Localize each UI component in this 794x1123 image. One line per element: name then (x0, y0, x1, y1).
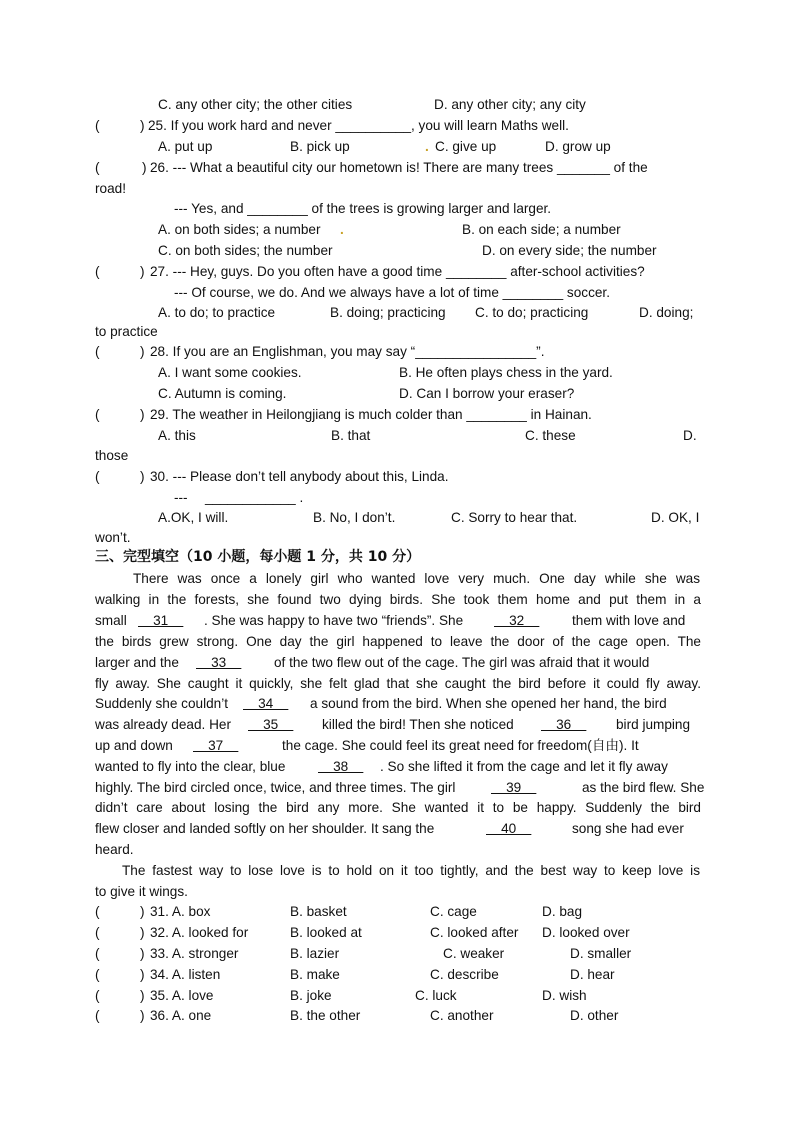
blank-31: 31 (138, 613, 184, 628)
option-a: A. this (158, 428, 196, 443)
blank-37: 37 (193, 738, 239, 753)
passage-line: There was once a lonely girl who wanted love very much. One day while she was (133, 571, 700, 586)
blank-32: 32 (494, 613, 540, 628)
answer-paren-open: ( (95, 407, 100, 422)
question-stem: 27. --- Hey, guys. Do you often have a good time ________ after-school activities? (150, 264, 645, 279)
answer-paren-close: ) (140, 264, 145, 279)
blank-33: 33 (196, 655, 242, 670)
answer-paren-close: ) (140, 469, 145, 484)
option-a: A.OK, I will. (158, 510, 229, 525)
answer-paren-open: ( (95, 469, 100, 484)
decorative-dot: . (425, 139, 429, 154)
option-b: B. that (331, 428, 371, 443)
answer-paren-close: ) (142, 160, 147, 175)
section-heading: 三、完型填空（10 小题，每小题 1 分，共 10 分） (95, 549, 421, 565)
question-stem: 26. --- What a beautiful city our hometown is! There are many trees _______ of the (150, 160, 648, 175)
option-b: B. doing; practicing (330, 305, 446, 320)
passage-line: the birds grew strong. One day the girl happened to leave the door of the cage open. The (95, 634, 701, 649)
exam-page: C. any other city; the other cities D. any other city; any city ( ) 25. If you work hard and never __________, you will learn Maths well. A. put up B. pick up . C. give up D. grow up ( ) 26. --- What a beautiful city our hometown is! There are many trees _______ of the road! --- Yes, and ________ of the trees is growing larger and larger. A. on both sides; a number . B. on each side; a number C. on both sides; the number D. on every side; the number ( ) 27. --- Hey, guys. Do you often have a good time ________ after-school activities? --- Of course, we do. And we always have a lot of time ________ soccer. A. to do; to practice B. doing; practicing C. to do; practicing D. doing; to practice ( ) 28. If you are an Englishman, you may say “________________”. A. I want some cookies. B. He often plays chess in the yard. C. Autumn is coming. D. Can I borrow your eraser? ( ) 29. The weather in Heilongjiang is much colder than ________ in Hainan. A. this B. that C. these D. those ( ) 30. --- Please don’t tell anybody about this, Linda. --- ____________ . A.OK, I will. B. No, I don’t. C. Sorry to hear that. D. OK, I won’t. 三、完型填空（10 小题，每小题 1 分，共 10 分） There was once a lonely girl who wanted love very much. One day while she was walking in the forests, she found two dying birds. She took them home and put them in a small 31 . She was happy to have two “friends”. She 32 them with love and the birds grew strong. One day the girl happened to leave the door of the cage open. The larger and the 33 of the two flew out of the cage. The girl was afraid that it would fly away. She caught it quickly, she felt glad that she caught the bird before it could fly away. Suddenly she couldn’t 34 a sound from the bird. When she opened her hand, the bird was already dead. Her 35 killed the bird! Then she noticed 36 bird jumping up and down 37 the cage. She could feel its great need for freedom(自由). It wanted to fly into the clear, blue 38 . So she lifted it from the cage and let it fly away highly. The bird circled once, twice, and three times. The girl 39 as the bird flew. She didn’t care about losing the bird any more. She wanted it to be happy. Suddenly the bird flew closer and landed softly on her shoulder. It sang the 40 song she had ever heard. The fastest way to lose love is to hold on it too tightly, and the best way to keep love is to give it wings. ( ) 31. A. box B. basket C. cage D. bag ( ) 32. A. looked for B. looked at C. looked after D. looked over ( ) 33. A. stronger B. lazier C. weaker D. smaller ( ) 34. A. listen B. make C. describe D. hear ( ) 35. A. love B. joke C. luck D. wish ( ) 36. A. one B. the other C. another D. other (95, 97, 705, 1023)
passage-line: fly away. She caught it quickly, she felt glad that she caught the bird before it could fly away. (95, 676, 701, 691)
question-stem: 25. If you work hard and never __________, you will learn Maths well. (148, 118, 569, 133)
option-c: C. to do; practicing (475, 305, 589, 320)
answer-paren-open: ( (95, 264, 100, 279)
option-d: D. Can I borrow your eraser? (399, 386, 575, 401)
option-b: B. pick up (290, 139, 350, 154)
decorative-dot: . (340, 222, 344, 237)
question-stem: 30. --- Please don’t tell anybody about this, Linda. (150, 469, 449, 484)
passage-line: walking in the forests, she found two dying birds. She took them home and put them in a (95, 592, 701, 607)
passage-line: The fastest way to lose love is to hold on it too tightly, and the best way to keep love is (122, 863, 700, 878)
option-d: D. doing; (639, 305, 694, 320)
option-c: C. on both sides; the number (158, 243, 333, 258)
option-c: C. Sorry to hear that. (451, 510, 578, 525)
passage-line: to give it wings. (95, 884, 188, 899)
answer-paren-close: ) (140, 407, 145, 422)
option-d: D. on every side; the number (482, 243, 657, 258)
blank-40: 40 (486, 821, 532, 836)
blank-39: 39 (491, 780, 537, 795)
option-d: D. OK, I (651, 510, 700, 525)
option-d: D. any other city; any city (434, 97, 586, 112)
passage-line: didn’t care about losing the bird any more. She wanted it to be happy. Suddenly the bird (95, 800, 701, 815)
option-a: A. on both sides; a number (158, 222, 321, 237)
answer-paren-open: ( (95, 118, 100, 133)
answer-paren-close: ) (140, 118, 145, 133)
option-b: B. on each side; a number (462, 222, 621, 237)
option-d: D. grow up (545, 139, 611, 154)
option-d: D. (683, 428, 697, 443)
option-b: B. He often plays chess in the yard. (399, 365, 613, 380)
option-c: C. any other city; the other cities (158, 97, 353, 112)
option-a: A. to do; to practice (158, 305, 276, 320)
option-c: C. give up (435, 139, 497, 154)
blank-36: 36 (541, 717, 587, 732)
option-a: A. put up (158, 139, 213, 154)
blank-35: 35 (248, 717, 294, 732)
question-stem: 28. If you are an Englishman, you may say “________________”. (150, 344, 545, 359)
answer-paren-open: ( (95, 344, 100, 359)
passage-line: heard. (95, 842, 134, 857)
answer-paren-open: ( (95, 160, 100, 175)
answer-paren-close: ) (140, 344, 145, 359)
question-stem: 29. The weather in Heilongjiang is much colder than ________ in Hainan. (150, 407, 592, 422)
option-c: C. Autumn is coming. (158, 386, 287, 401)
option-c: C. these (525, 428, 576, 443)
blank-34: 34 (243, 696, 289, 711)
option-a: A. I want some cookies. (158, 365, 302, 380)
option-b: B. No, I don’t. (313, 510, 396, 525)
blank-38: 38 (318, 759, 364, 774)
